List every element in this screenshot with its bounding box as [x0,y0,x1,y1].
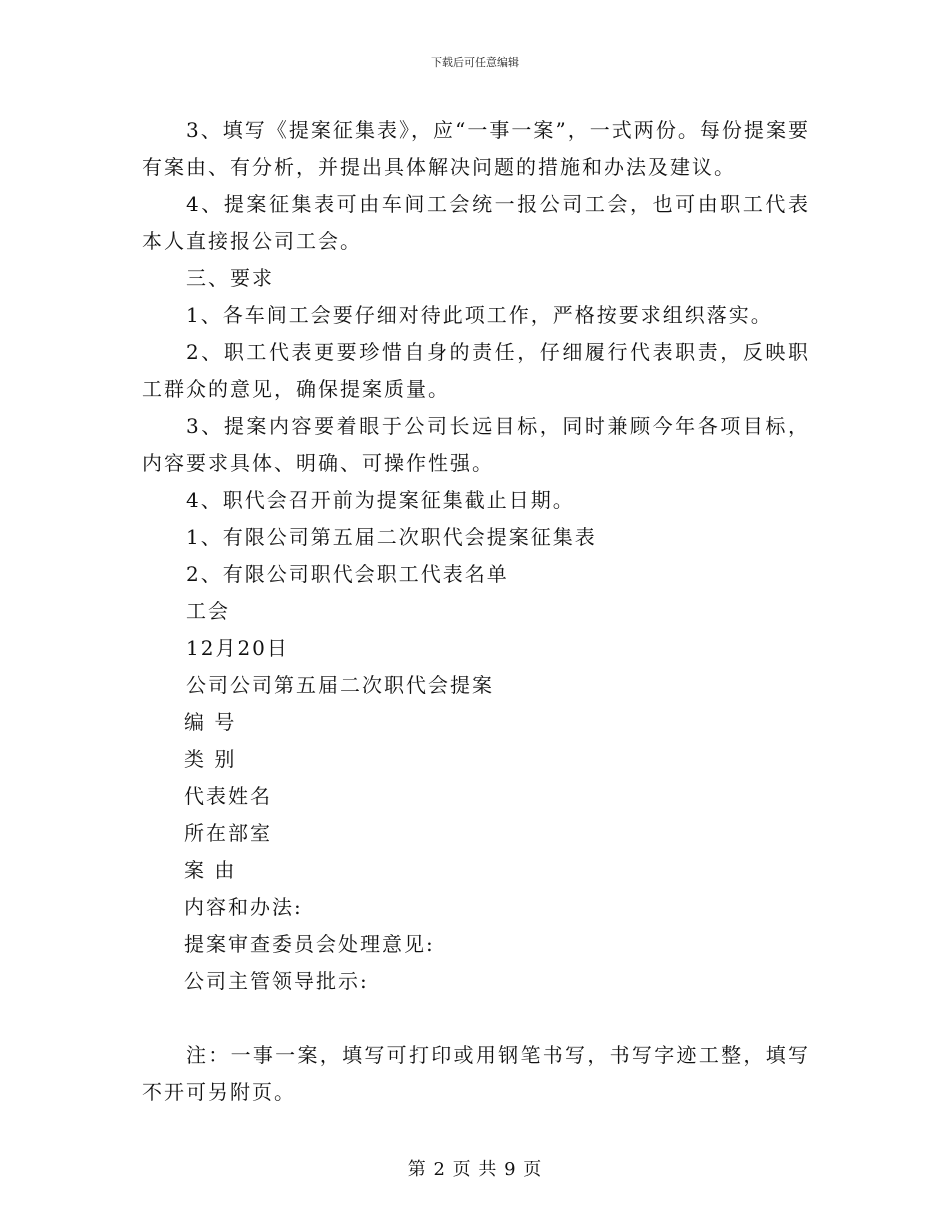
attachment-item-1: 1、有限公司第五届二次职代会提案征集表 [186,525,597,549]
page-number: 第 2 页 共 9 页 [407,1159,543,1180]
requirement-item-2: 2、职工代表更要珍惜自身的责任，仔细履行代表职责，反映职工群众的意见，确保提案质量。 [142,340,810,401]
form-title: 公司公司第五届二次职代会提案 [186,673,494,697]
field-committee-opinion: 提案审查委员会处理意见: [184,932,435,956]
field-department: 所在部室 [184,821,272,845]
field-leader-instruction: 公司主管领导批示: [184,969,369,993]
requirement-item-4: 4、职代会召开前为提案征集截止日期。 [186,488,575,512]
signature-union: 工会 [186,599,230,623]
page-header: 下载后可任意编辑 [431,56,519,69]
field-number: 编 号 [184,710,237,734]
paragraph-fill-form: 3、填写《提案征集表》，应“一事一案”，一式两份。每份提案要有案由、有分析，并提出具体解决问题的措施和办法及建议。 [142,118,810,179]
document-body [142,112,810,1111]
field-content: 内容和办法: [184,895,303,919]
requirement-item-3: 3、提案内容要着眼于公司长远目标，同时兼顾今年各项目标，内容要求具体、明确、可操作性强。 [142,414,810,475]
field-rep-name: 代表姓名 [184,784,272,808]
requirement-item-1: 1、各车间工会要仔细对待此项工作，严格按要求组织落实。 [186,303,773,327]
paragraph-submission: 4、提案征集表可由车间工会统一报公司工会，也可由职工代表本人直接报公司工会。 [142,192,810,253]
field-reason: 案 由 [184,858,237,882]
field-category: 类 别 [184,747,237,771]
attachment-item-2: 2、有限公司职代会职工代表名单 [186,562,509,586]
form-note: 注：一事一案，填写可打印或用钢笔书写，书写字迹工整，填写不开可另附页。 [142,1043,810,1104]
section-heading-requirements: 三、要求 [186,266,274,290]
document-date: 12月20日 [186,636,289,660]
